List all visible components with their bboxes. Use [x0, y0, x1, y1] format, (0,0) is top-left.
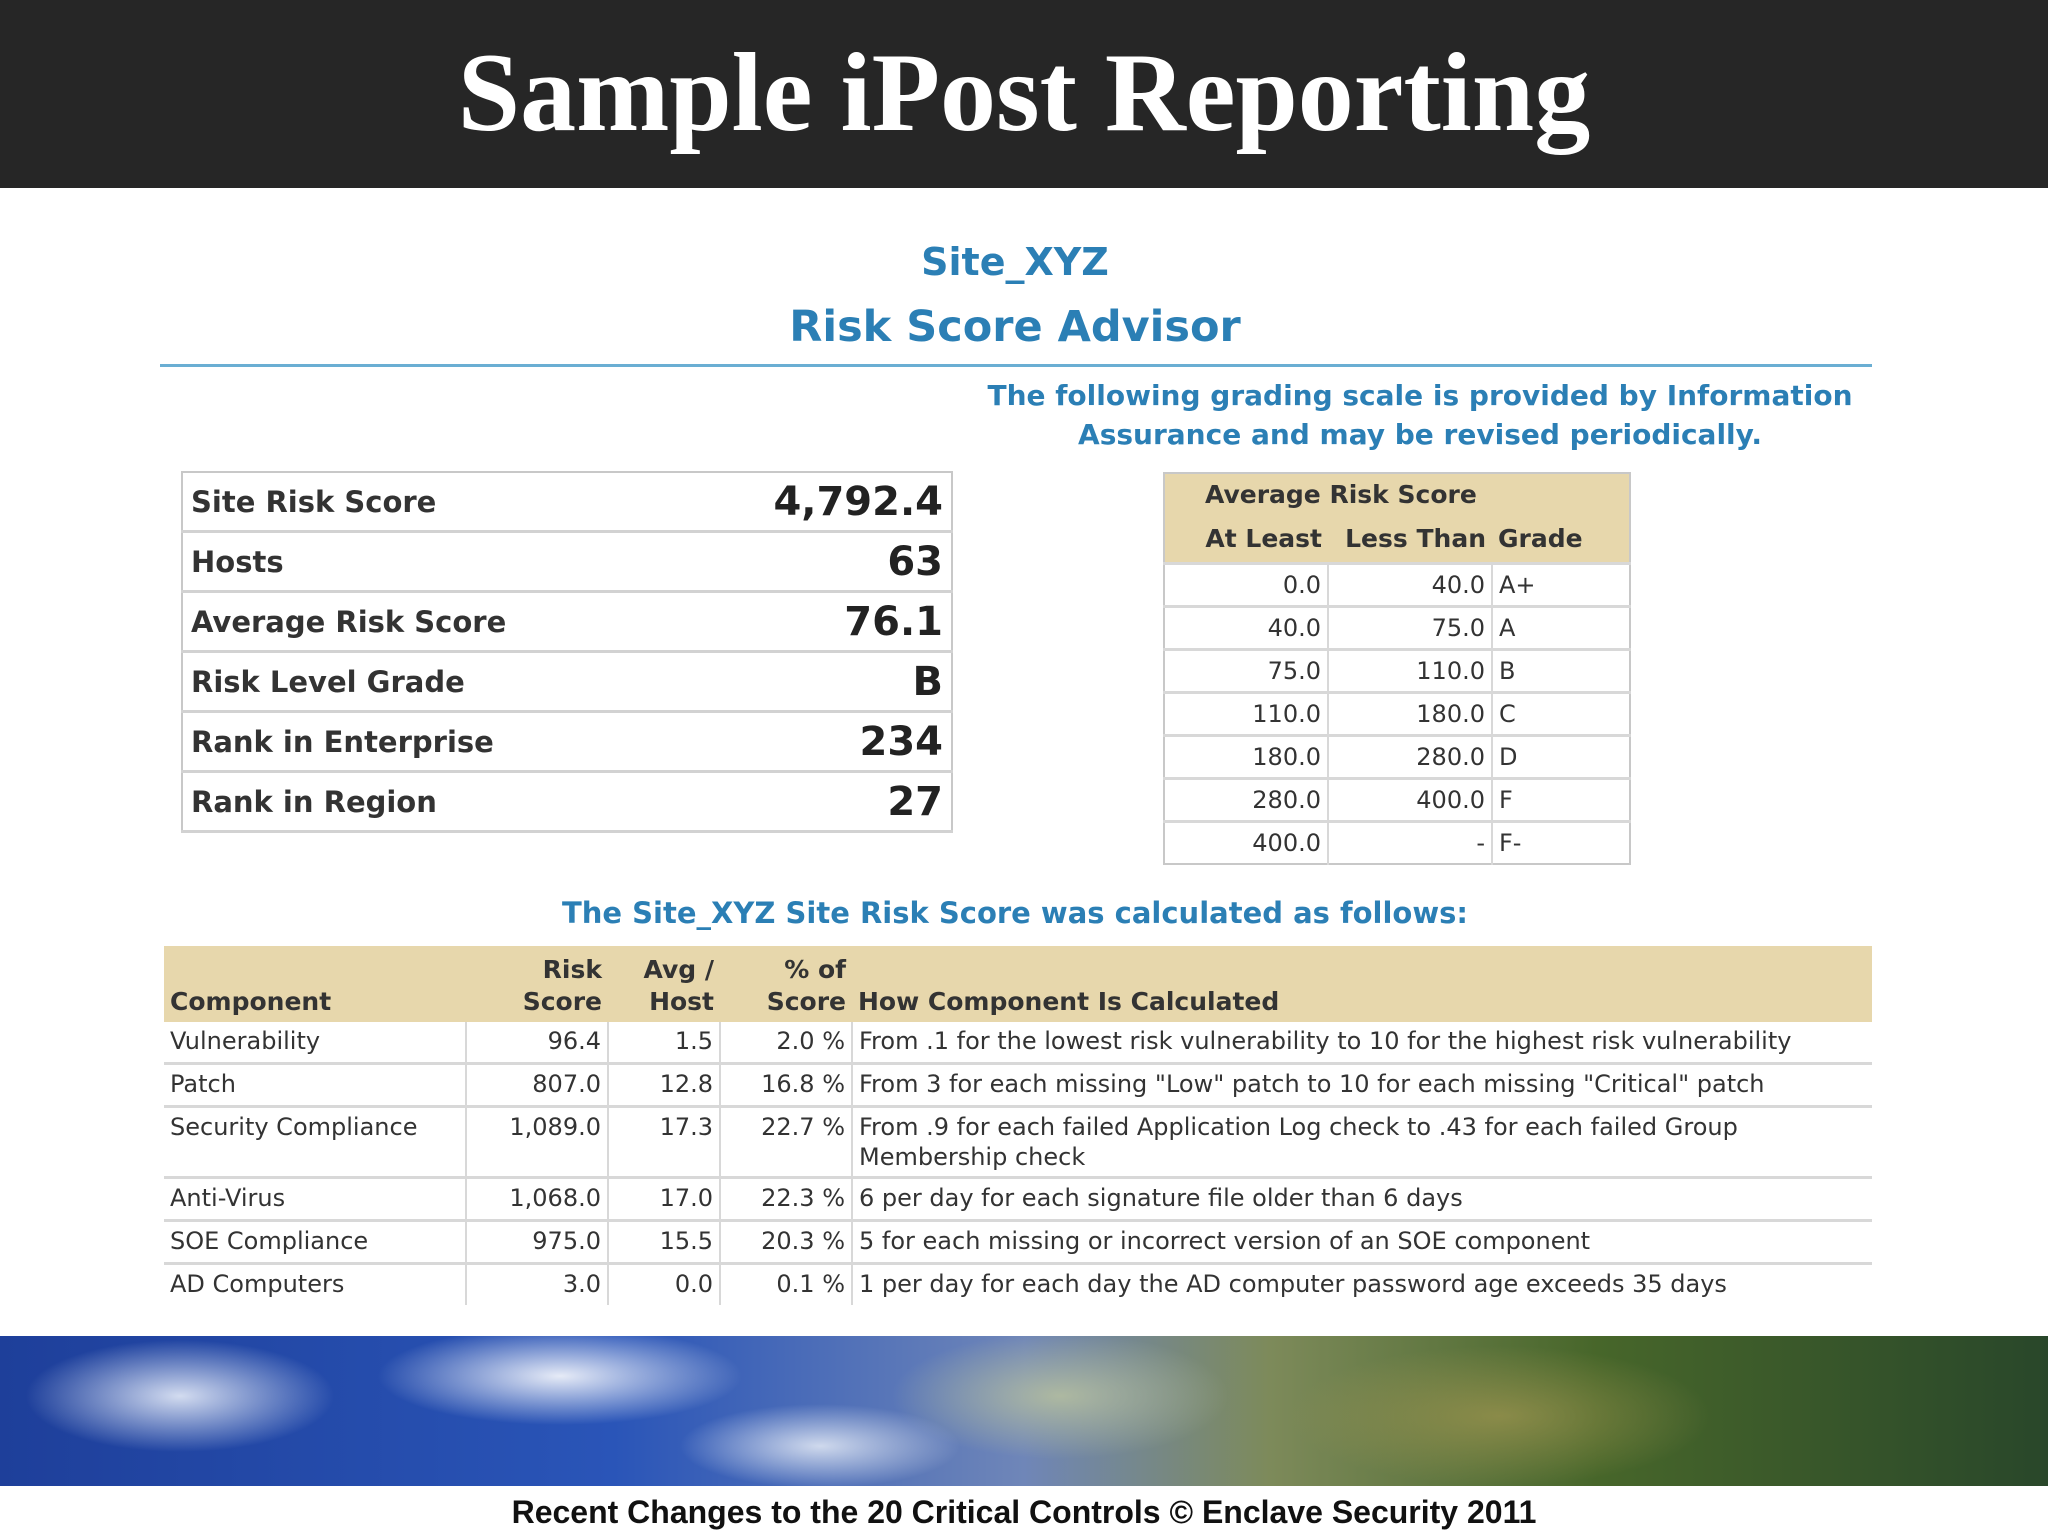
grade-cell: B — [1492, 650, 1630, 693]
summary-row — [182, 532, 952, 592]
component-avg: 17.3 — [608, 1107, 720, 1178]
less-than-cell: 75.0 — [1328, 607, 1492, 650]
component-name: SOE Compliance — [164, 1221, 466, 1264]
component-name: Security Compliance — [164, 1107, 466, 1178]
grade-cell: D — [1492, 736, 1630, 779]
component-how: From 3 for each missing "Low" patch to 10 for each missing "Critical" patch — [852, 1064, 1872, 1107]
component-pct: 16.8 % — [720, 1064, 852, 1107]
component-risk: 96.4 — [466, 1022, 608, 1064]
grade-row — [1164, 693, 1630, 736]
grading-scale-note-line2: Assurance and may be revised periodically. — [1078, 418, 1762, 451]
summary-label: Average Risk Score — [182, 592, 675, 652]
footer-copyright: Recent Changes to the 20 Critical Controls © Enclave Security 2011 — [511, 1494, 1537, 1530]
component-how: 6 per day for each signature file older than 6 days — [852, 1178, 1872, 1221]
grade-row — [1164, 822, 1630, 865]
earth-imagery-banner — [0, 1336, 2048, 1486]
report-title: Risk Score Advisor — [789, 302, 1241, 352]
grading-scale-note — [920, 376, 1920, 454]
slide-title: Sample iPost Reporting — [457, 31, 1591, 155]
summary-label: Hosts — [182, 532, 675, 592]
at-least-cell: 180.0 — [1164, 736, 1328, 779]
summary-value: 234 — [675, 712, 952, 772]
summary-value: 63 — [675, 532, 952, 592]
component-pct: 20.3 % — [720, 1221, 852, 1264]
at-least-cell: 75.0 — [1164, 650, 1328, 693]
col-pct-score-line1: % of — [784, 955, 846, 984]
title-divider — [160, 364, 1872, 367]
less-than-cell: - — [1328, 822, 1492, 865]
component-how: 5 for each missing or incorrect version of an SOE component — [852, 1221, 1872, 1264]
component-avg: 12.8 — [608, 1064, 720, 1107]
component-name: Patch — [164, 1064, 466, 1107]
component-pct: 2.0 % — [720, 1022, 852, 1064]
col-avg-host-line1: Avg / — [643, 955, 714, 984]
component-avg: 0.0 — [608, 1264, 720, 1306]
grade-row — [1164, 736, 1630, 779]
at-least-cell: 40.0 — [1164, 607, 1328, 650]
at-least-cell: 280.0 — [1164, 779, 1328, 822]
col-risk-score-line2: Score — [522, 987, 602, 1016]
col-pct-score-line2: Score — [766, 987, 846, 1016]
grade-cell: A — [1492, 607, 1630, 650]
component-avg: 15.5 — [608, 1221, 720, 1264]
at-least-cell: 0.0 — [1164, 564, 1328, 607]
summary-value: 27 — [675, 772, 952, 832]
summary-row — [182, 652, 952, 712]
grading-scale-note-line1: The following grading scale is provided by Information — [987, 379, 1853, 412]
col-how-calculated: How Component Is Calculated — [852, 946, 1872, 1022]
component-name: Vulnerability — [164, 1022, 466, 1064]
calculation-title: The Site_XYZ Site Risk Score was calculated as follows: — [561, 896, 1469, 930]
grade-row — [1164, 607, 1630, 650]
slide-header — [0, 0, 2048, 188]
summary-label: Site Risk Score — [182, 472, 675, 532]
summary-row — [182, 592, 952, 652]
components-table — [164, 946, 1872, 1305]
component-name: Anti-Virus — [164, 1178, 466, 1221]
component-how: From .1 for the lowest risk vulnerability to 10 for the highest risk vulnerability — [852, 1022, 1872, 1064]
component-risk: 1,089.0 — [466, 1107, 608, 1178]
component-row — [164, 1022, 1872, 1064]
col-at-least: At Least — [1164, 514, 1328, 564]
site-name: Site_XYZ — [921, 240, 1109, 284]
grade-row — [1164, 564, 1630, 607]
grading-scale-table — [1163, 472, 1631, 865]
component-risk: 3.0 — [466, 1264, 608, 1306]
summary-value: 76.1 — [675, 592, 952, 652]
at-least-cell: 110.0 — [1164, 693, 1328, 736]
site-summary-table — [181, 471, 953, 833]
col-less-than: Less Than — [1328, 514, 1492, 564]
component-row — [164, 1264, 1872, 1306]
component-risk: 807.0 — [466, 1064, 608, 1107]
summary-label: Risk Level Grade — [182, 652, 675, 712]
col-avg-host-line2: Host — [649, 987, 714, 1016]
summary-row — [182, 472, 952, 532]
col-risk-score-line1: Risk — [542, 955, 602, 984]
component-name: AD Computers — [170, 1270, 345, 1298]
grade-cell: A+ — [1492, 564, 1630, 607]
at-least-cell: 400.0 — [1164, 822, 1328, 865]
component-row — [164, 1178, 1872, 1221]
grade-cell: F- — [1492, 822, 1630, 865]
grade-cell: F — [1492, 779, 1630, 822]
less-than-cell: 180.0 — [1328, 693, 1492, 736]
less-than-cell: 110.0 — [1328, 650, 1492, 693]
component-how: 1 per day for each day the AD computer password age exceeds 35 days — [852, 1264, 1872, 1306]
col-pct-score — [720, 946, 852, 1022]
component-pct: 22.7 % — [720, 1107, 852, 1178]
component-row — [164, 1064, 1872, 1107]
less-than-cell: 40.0 — [1328, 564, 1492, 607]
component-avg: 17.0 — [608, 1178, 720, 1221]
summary-label: Rank in Region — [182, 772, 675, 832]
summary-value: B — [675, 652, 952, 712]
grading-scale-group-header: Average Risk Score — [1164, 473, 1630, 514]
grade-cell: C — [1492, 693, 1630, 736]
col-grade: Grade — [1492, 514, 1630, 564]
summary-row — [182, 712, 952, 772]
component-avg: 1.5 — [608, 1022, 720, 1064]
component-risk: 975.0 — [466, 1221, 608, 1264]
component-how: From .9 for each failed Application Log check to .43 for each failed Group Membership check — [852, 1107, 1872, 1178]
grade-row — [1164, 650, 1630, 693]
grade-row — [1164, 779, 1630, 822]
summary-value: 4,792.4 — [675, 472, 952, 532]
component-pct: 22.3 % — [720, 1178, 852, 1221]
summary-label: Rank in Enterprise — [182, 712, 675, 772]
component-pct: 0.1 % — [720, 1264, 852, 1306]
col-risk-score — [466, 946, 608, 1022]
summary-row — [182, 772, 952, 832]
less-than-cell: 280.0 — [1328, 736, 1492, 779]
component-risk: 1,068.0 — [466, 1178, 608, 1221]
component-row — [164, 1107, 1872, 1178]
component-row — [164, 1221, 1872, 1264]
col-avg-host — [608, 946, 720, 1022]
less-than-cell: 400.0 — [1328, 779, 1492, 822]
col-component: Component — [164, 946, 466, 1022]
